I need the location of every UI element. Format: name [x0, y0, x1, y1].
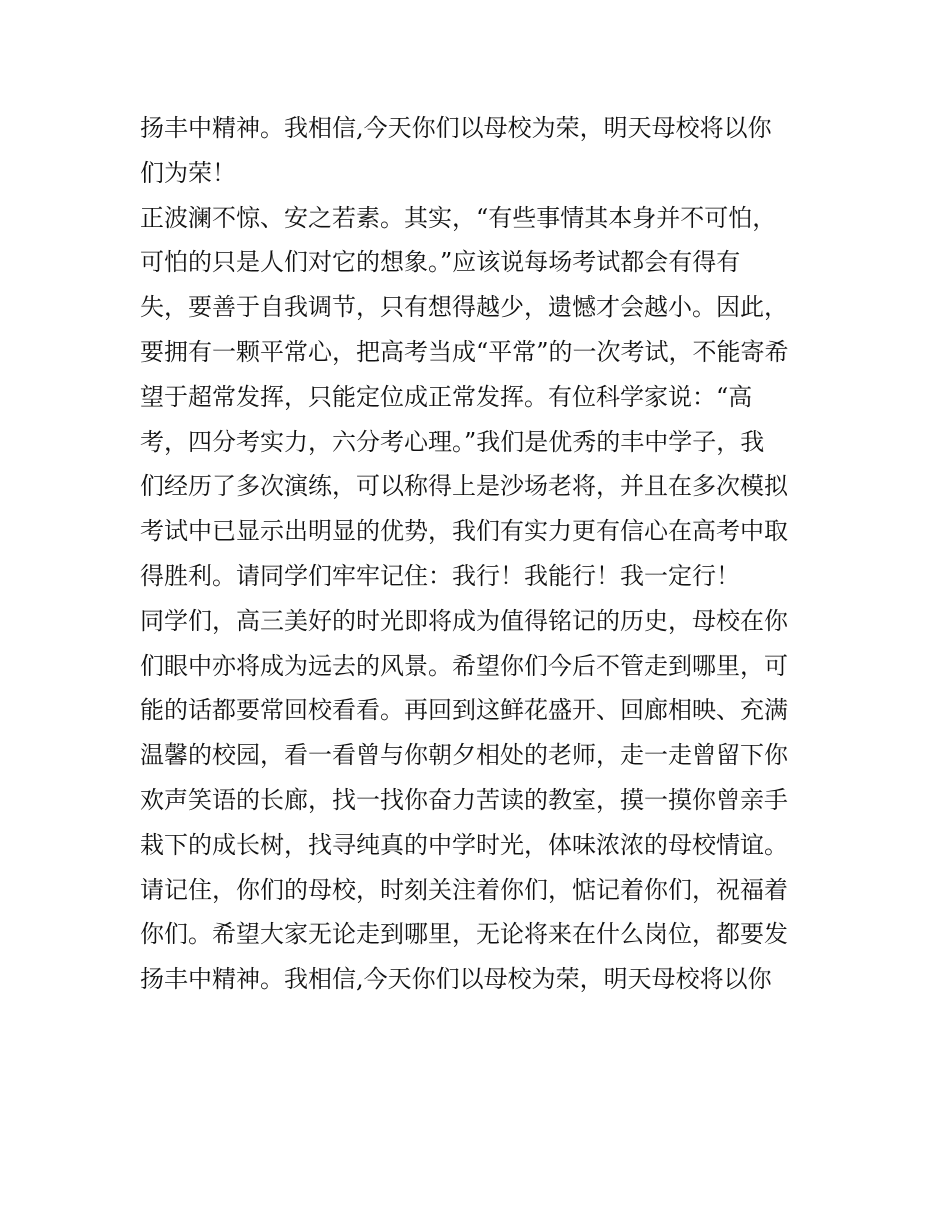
- text-line: 们为荣！: [140, 158, 236, 187]
- text-line: 你们。希望大家无论走到哪里，无论将来在什么岗位，都要发: [140, 920, 788, 949]
- text-line: 能的话都要常回校看看。再回到这鲜花盛开、回廊相映、充满: [140, 696, 788, 725]
- text-line: 得胜利。请同学们牢牢记住：我行！我能行！我一定行！: [140, 561, 740, 590]
- text-line: 失，要善于自我调节，只有想得越少，遗憾才会越小。因此，: [140, 293, 788, 322]
- text-line: 栽下的成长树，找寻纯真的中学时光，体味浓浓的母校情谊。: [140, 830, 788, 859]
- text-line: 要拥有一颗平常心，把高考当成“平常”的一次考试，不能寄希: [140, 337, 789, 366]
- text-line: 扬丰中精神。我相信,今天你们以母校为荣，明天母校将以你: [140, 114, 772, 142]
- text-line: 请记住，你们的母校，时刻关注着你们，惦记着你们，祝福着: [140, 875, 788, 904]
- text-line: 同学们，高三美好的时光即将成为值得铭记的历史，母校在你: [140, 606, 788, 635]
- text-line: 望于超常发挥，只能定位成正常发挥。有位科学家说：“高: [140, 382, 753, 411]
- body-text: [140, 106, 820, 1002]
- text-line: 温馨的校园，看一看曾与你朝夕相处的老师，走一走曾留下你: [140, 741, 788, 770]
- text-line: 欢声笑语的长廊，找一找你奋力苦读的教室，摸一摸你曾亲手: [140, 785, 788, 814]
- text-line: 考试中已显示出明显的优势，我们有实力更有信心在高考中取: [140, 517, 788, 546]
- text-line: 考，四分考实力，六分考心理。”我们是优秀的丰中学子，我: [140, 427, 765, 456]
- text-line: 正波澜不惊、安之若素。其实，“有些事情其本身并不可怕，: [140, 203, 777, 232]
- text-line: 可怕的只是人们对它的想象。”应该说每场考试都会有得有: [140, 248, 741, 277]
- text-line: 们眼中亦将成为远去的风景。希望你们今后不管走到哪里，可: [140, 651, 788, 680]
- text-line: 们经历了多次演练，可以称得上是沙场老将，并且在多次模拟: [140, 472, 788, 501]
- text-line: 扬丰中精神。我相信,今天你们以母校为荣，明天母校将以你: [140, 965, 772, 994]
